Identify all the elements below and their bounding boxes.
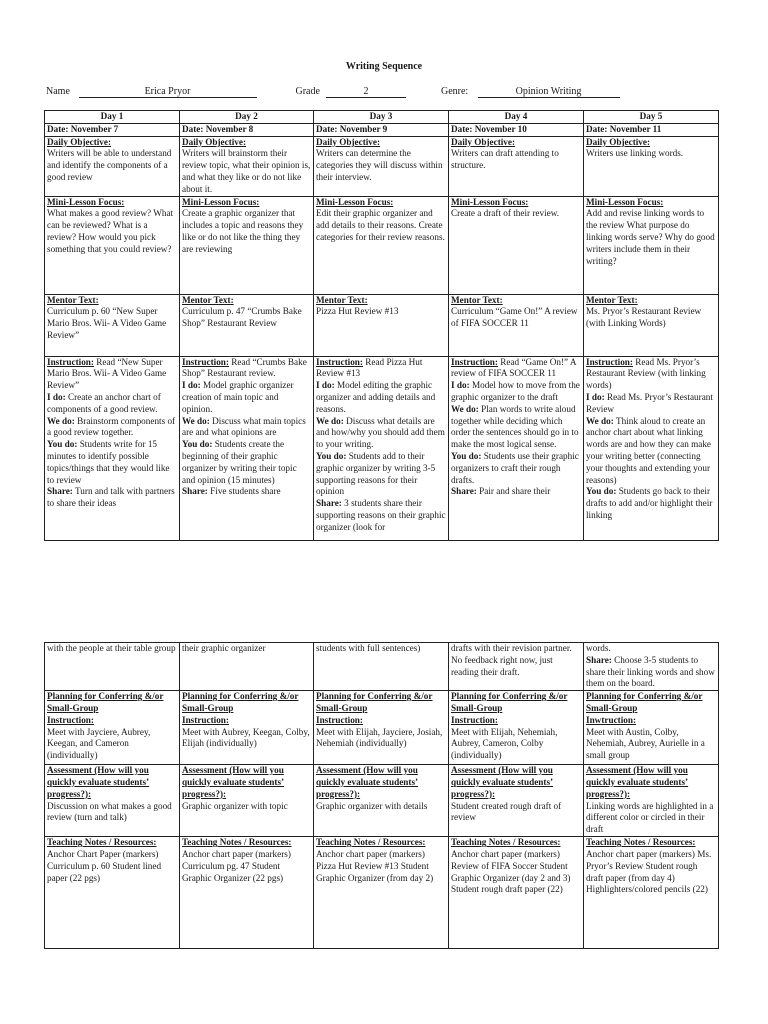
mentor-text-cell: [449, 294, 584, 356]
mentor-text-label: Mentor Text:: [47, 294, 99, 305]
assessment-cell: [180, 765, 314, 837]
i-do-text: Model graphic organizer creation of main topic and opinion.: [182, 380, 294, 414]
instruction-text: Read “New Super Mario Bros. Wii- A Video Game Review”: [47, 356, 167, 391]
mini-lesson-row: [45, 196, 719, 294]
conferring-label-2: Instruction:: [451, 714, 498, 725]
conferring-cell: [449, 691, 584, 765]
conferring-cell: [314, 691, 449, 765]
you-do-label: You do:: [451, 450, 482, 461]
conferring-label: Planning for Conferring &/or Small-Group: [451, 691, 568, 713]
objective-text: Writers can determine the categories they will discuss within their interview.: [316, 148, 443, 182]
you-do-text: Students create the beginning of their graphic organizer by writing their topic and opinion (15 minutes): [182, 439, 297, 485]
objective-cell: [584, 136, 719, 196]
share-label: Share:: [316, 498, 342, 509]
continuation-cell: students with full sentences): [314, 643, 449, 691]
share-label: Share:: [451, 486, 477, 497]
conferring-label: Planning for Conferring &/or Small-Group: [47, 691, 164, 713]
share-text: 3 students share their supporting reasons on their graphic organizer (look for: [316, 498, 446, 532]
assessment-text: Graphic organizer with details: [316, 800, 428, 811]
instruction-cell: [180, 356, 314, 540]
i-do-label: I do:: [451, 380, 470, 391]
conferring-label: Planning for Conferring &/or Small-Group: [316, 691, 433, 713]
objective-text: Writers will brainstorm their review topic, what their opinion is, and what they like or do not like about it.: [182, 148, 311, 194]
you-do-label: You do:: [182, 439, 213, 450]
objective-row: [45, 136, 719, 196]
objective-label: Daily Objective:: [182, 136, 247, 147]
day-header: Day 3: [314, 111, 449, 124]
mentor-text-label: Mentor Text:: [316, 294, 368, 305]
resources-text: Anchor chart paper (markers) Pizza Hut Review #13 Student Graphic Organizer (from day 2): [316, 848, 434, 883]
continuation-cell: [584, 643, 719, 691]
you-do-text: Students write for 15 minutes to identify possible topics/things that they would like to review: [47, 439, 170, 485]
objective-cell: [314, 136, 449, 196]
we-do-label: We do:: [182, 415, 210, 426]
mini-lesson-text: Edit their graphic organizer and add details to their reasons. Create categories for their review reasons.: [316, 208, 445, 242]
resources-row: [45, 837, 719, 949]
lesson-table-top: [44, 110, 719, 541]
conferring-text: Meet with Elijah, Nehemiah, Aubrey, Cameron, Colby (individually): [451, 726, 558, 761]
share-text: Five students share: [210, 486, 281, 497]
assessment-row: [45, 765, 719, 837]
genre-value: Opinion Writing: [478, 86, 620, 98]
share-label: Share:: [182, 486, 208, 497]
instruction-cell: [314, 356, 449, 540]
resources-cell: [584, 837, 719, 949]
assessment-cell: [45, 765, 180, 837]
mentor-text-cell: [584, 294, 719, 356]
instruction-row: [45, 356, 719, 540]
mini-lesson-cell: [449, 196, 584, 294]
mentor-text-label: Mentor Text:: [586, 294, 638, 305]
we-do-text: Discuss what details are and how/why you should add them to your writing.: [316, 415, 445, 450]
mini-lesson-text: Create a graphic organizer that includes a topic and reasons they like or do not like the thing they are reviewing: [182, 208, 304, 254]
you-do-label: You do:: [586, 486, 617, 497]
conferring-label: Planning for Conferring &/or Small-Group: [586, 691, 703, 713]
you-do-label: You do:: [316, 450, 347, 461]
you-do-text: Students go back to their drafts to add and/or highlight their linking: [586, 486, 713, 520]
mentor-text-label: Mentor Text:: [182, 294, 234, 305]
resources-text: Anchor Chart Paper (markers) Curriculum p. 60 Student lined paper (22 pgs): [47, 848, 162, 883]
you-do-label: You do:: [47, 439, 78, 450]
conferring-text: Meet with Jayciere, Aubrey, Keegan, and Cameron (individually): [47, 726, 151, 761]
continuation-cell: their graphic organizer: [180, 643, 314, 691]
instruction-label: Instruction:: [316, 356, 363, 367]
i-do-text: Model how to move from the graphic organizer to the draft: [451, 380, 580, 402]
assessment-cell: [314, 765, 449, 837]
objective-text: Writers use linking words.: [586, 148, 684, 159]
assessment-label: Assessment (How will you quickly evaluate students’ progress?):: [451, 765, 554, 799]
mentor-text-row: [45, 294, 719, 356]
objective-label: Daily Objective:: [586, 136, 651, 147]
resources-cell: [449, 837, 584, 949]
i-do-label: I do:: [586, 391, 605, 402]
mini-lesson-text: Add and revise linking words to the review What purpose do linking words serve? Why do good writers include them in their writing?: [586, 208, 715, 266]
mini-lesson-cell: [180, 196, 314, 294]
share-text: Choose 3-5 students to share their linking words and show them on the board.: [586, 654, 715, 689]
mentor-text-label: Mentor Text:: [451, 294, 503, 305]
date-cell: Date: November 11: [584, 123, 719, 136]
date-cell: Date: November 9: [314, 123, 449, 136]
mentor-text-cell: [45, 294, 180, 356]
assessment-text: Graphic organizer with topic: [182, 800, 288, 811]
instruction-cell: [45, 356, 180, 540]
instruction-text: Read “Game On!” A review of FIFA SOCCER 11: [451, 356, 577, 379]
you-do-text: Students add to their graphic organizer by writing 3-5 supporting reasons for their opinion: [316, 450, 436, 497]
instruction-text: Read Ms. Pryor’s Restaurant Review (with linking words): [586, 356, 706, 391]
share-label: Share:: [47, 486, 73, 497]
objective-cell: [45, 136, 180, 196]
continuation-cell: drafts with their revision partner. No feedback right now, just reading their draft.: [449, 643, 584, 691]
resources-label: Teaching Notes / Resources:: [586, 837, 696, 848]
resources-text: Anchor chart paper (markers) Ms. Pryor’s Review Student rough draft paper (from day 4) Highlighters/colored pencils (22): [586, 848, 712, 895]
mentor-text-cell: [314, 294, 449, 356]
resources-label: Teaching Notes / Resources:: [451, 837, 561, 848]
resources-label: Teaching Notes / Resources:: [316, 837, 426, 848]
assessment-text: Student created rough draft of review: [451, 800, 562, 823]
we-do-label: We do:: [316, 415, 344, 426]
instruction-label: Instruction:: [451, 356, 498, 367]
instruction-text: Read “Crumbs Bake Shop” Restaurant review.: [182, 356, 307, 379]
instruction-label: Instruction:: [586, 356, 633, 367]
mentor-text-text: Curriculum “Game On!” A review of FIFA SOCCER 11: [451, 306, 578, 329]
header-row: [46, 86, 620, 98]
i-do-label: I do:: [47, 391, 66, 402]
mini-lesson-label: Mini-Lesson Focus:: [586, 196, 664, 207]
i-do-text: Create an anchor chart of components of a good review.: [47, 391, 161, 414]
mentor-text-text: Curriculum p. 60 “New Super Mario Bros. Wii- A Video Game Review”: [47, 306, 167, 340]
resources-text: Anchor chart paper (markers) Curriculum pg. 47 Student Graphic Organizer (22 pgs): [182, 848, 291, 883]
assessment-cell: [449, 765, 584, 837]
day-header: Day 4: [449, 111, 584, 124]
conferring-text: Meet with Elijah, Jayciere, Josiah, Nehemiah (individually): [316, 726, 443, 749]
mini-lesson-label: Mini-Lesson Focus:: [182, 196, 260, 207]
date-cell: Date: November 8: [180, 123, 314, 136]
we-do-label: We do:: [451, 403, 479, 414]
share-label: Share:: [586, 654, 612, 665]
genre-label: Genre:: [441, 86, 469, 97]
we-do-text: Think aloud to create an anchor chart about what linking words are and how they can make your writing better (connecting your thoughts and extending your reasons): [586, 415, 712, 485]
mentor-text-text: Curriculum p. 47 “Crumbs Bake Shop” Restaurant Review: [182, 306, 302, 329]
i-do-label: I do:: [316, 380, 335, 391]
assessment-label: Assessment (How will you quickly evaluate students’ progress?):: [182, 765, 285, 799]
mini-lesson-cell: [584, 196, 719, 294]
page-title: Writing Sequence: [345, 61, 423, 72]
continuation-row: [45, 643, 719, 691]
resources-cell: [180, 837, 314, 949]
mini-lesson-cell: [45, 196, 180, 294]
date-cell: Date: November 7: [45, 123, 180, 136]
mentor-text-text: Ms. Pryor’s Restaurant Review (with Linking Words): [586, 306, 702, 329]
mini-lesson-label: Mini-Lesson Focus:: [316, 196, 394, 207]
mini-lesson-label: Mini-Lesson Focus:: [47, 196, 125, 207]
share-text: Pair and share their: [479, 486, 551, 497]
mini-lesson-cell: [314, 196, 449, 294]
conferring-cell: [584, 691, 719, 765]
continuation-cell: with the people at their table group: [45, 643, 180, 691]
name-value: Erica Pryor: [79, 86, 257, 98]
we-do-label: We do:: [586, 415, 614, 426]
resources-text: Anchor chart paper (markers) Review of FIFA Soccer Student Graphic Organizer (day 2 and 3) Student rough draft paper (22): [451, 848, 571, 895]
resources-cell: [45, 837, 180, 949]
assessment-cell: [584, 765, 719, 837]
assessment-text: Linking words are highlighted in a different color or circled in their draft: [586, 800, 714, 835]
you-do-text: Students use their graphic organizers to craft their rough drafts.: [451, 450, 579, 485]
assessment-text: Discussion on what makes a good review (turn and talk): [47, 800, 172, 823]
objective-label: Daily Objective:: [47, 136, 112, 147]
conferring-text: Meet with Austin, Colby, Nehemiah, Aubrey, Aurielle in a small group: [586, 726, 705, 761]
date-row: [45, 123, 719, 136]
day-header: Day 5: [584, 111, 719, 124]
mini-lesson-text: What makes a good review? What can be reviewed? What is a review? How would you pick something that you could review?: [47, 208, 174, 254]
objective-cell: [180, 136, 314, 196]
grade-value: 2: [326, 86, 406, 98]
conferring-label: Planning for Conferring &/or Small-Group: [182, 691, 299, 713]
i-do-label: I do:: [182, 380, 201, 391]
mini-lesson-label: Mini-Lesson Focus:: [451, 196, 529, 207]
name-label: Name: [46, 86, 70, 97]
share-text: Turn and talk with partners to share their ideas: [47, 486, 175, 509]
instruction-cell: [584, 356, 719, 540]
day-header: Day 1: [45, 111, 180, 124]
lesson-table-bottom: [44, 642, 719, 949]
objective-text: Writers will be able to understand and identify the components of a good review: [47, 148, 172, 182]
instruction-label: Instruction:: [47, 356, 94, 367]
conferring-label-2: Instruction:: [182, 714, 229, 725]
instruction-label: Instruction:: [182, 356, 229, 367]
conferring-row: [45, 691, 719, 765]
mentor-text-text: Pizza Hut Review #13: [316, 306, 399, 317]
i-do-text: Read Ms. Pryor’s Restaurant Review: [586, 391, 713, 414]
i-do-text: Model editing the graphic organizer and adding details and reasons.: [316, 380, 436, 414]
instruction-text: Read Pizza Hut Review #13: [316, 356, 423, 379]
conferring-label-2: Instruction:: [316, 714, 363, 725]
assessment-label: Assessment (How will you quickly evaluate students’ progress?):: [47, 765, 150, 799]
conferring-cell: [180, 691, 314, 765]
resources-cell: [314, 837, 449, 949]
resources-label: Teaching Notes / Resources:: [47, 837, 157, 848]
mentor-text-cell: [180, 294, 314, 356]
we-do-text: Brainstorm components of a good review together.: [47, 415, 176, 438]
assessment-label: Assessment (How will you quickly evaluate students’ progress?):: [316, 765, 419, 799]
conferring-cell: [45, 691, 180, 765]
assessment-label: Assessment (How will you quickly evaluate students’ progress?):: [586, 765, 689, 799]
day-header: Day 2: [180, 111, 314, 124]
we-do-text: Discuss what main topics are and what opinions are: [182, 415, 306, 438]
conferring-label-2: Instruction:: [47, 714, 94, 725]
day-header-row: [45, 111, 719, 124]
objective-label: Daily Objective:: [316, 136, 381, 147]
we-do-text: Plan words to write aloud together while deciding which order the sentences should go in to make the most logical sense.: [451, 403, 579, 450]
resources-label: Teaching Notes / Resources:: [182, 837, 292, 848]
objective-text: Writers can draft attending to structure.: [451, 148, 559, 171]
grade-label: Grade: [295, 86, 320, 97]
mini-lesson-text: Create a draft of their review.: [451, 208, 560, 219]
conferring-label-2: Inwtruction:: [586, 714, 637, 725]
continuation-text: words.: [586, 643, 611, 653]
date-cell: Date: November 10: [449, 123, 584, 136]
instruction-cell: [449, 356, 584, 540]
we-do-label: We do:: [47, 415, 75, 426]
objective-label: Daily Objective:: [451, 136, 516, 147]
conferring-text: Meet with Aubrey, Keegan, Colby, Elijah (individually): [182, 726, 310, 749]
objective-cell: [449, 136, 584, 196]
